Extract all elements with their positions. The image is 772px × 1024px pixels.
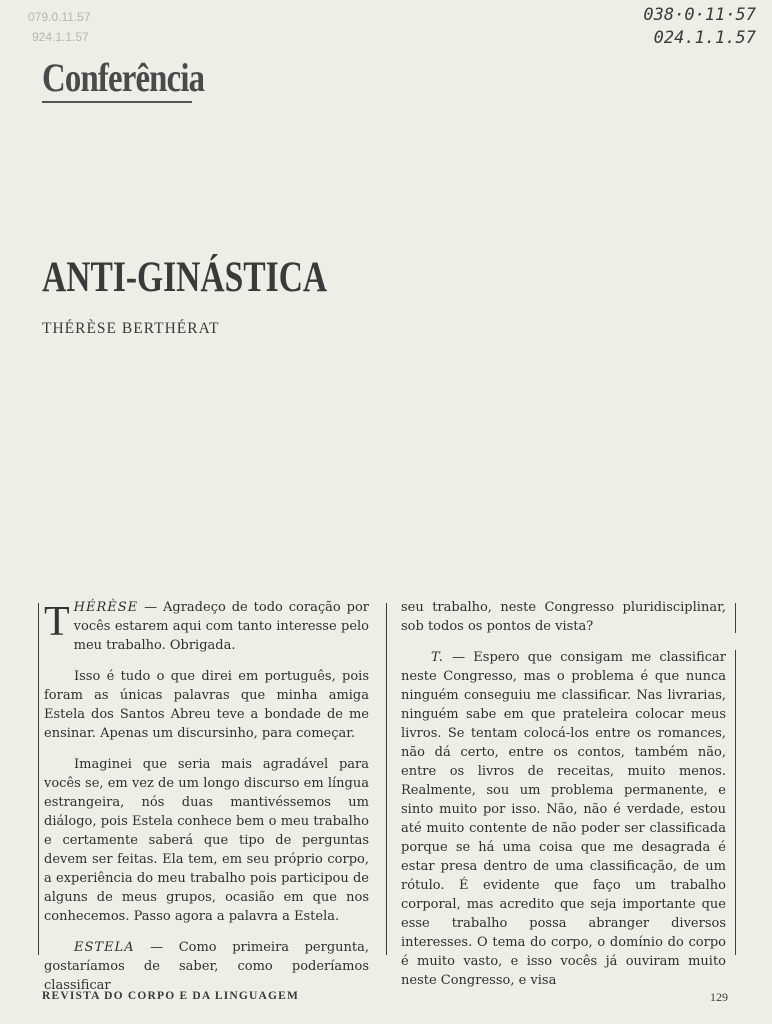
speaker-t: T.: [431, 650, 444, 665]
page-number: 129: [710, 990, 728, 1004]
bleedthrough-text-1: 079.0.11.57: [28, 10, 91, 24]
article-title: ANTI-GINÁSTICA: [42, 254, 328, 301]
paragraph-text: — Como primeira pergunta, gostaríamos de saber, como poderíamos classificar: [44, 940, 369, 993]
stamp-line-1: 038·0·11·57: [643, 5, 756, 25]
right-margin-rule-top: [735, 603, 736, 633]
paragraph-dialogo: Imaginei que seria mais agradável para vocês se, em vez de um longo discurso em língua estrangeira, nós duas mantivéssemos um diálogo, pois Estela conhece bem o meu trabalho e certamente saberá que tipo de perguntas devem ser feitas. Ela tem, em seu próprio corpo, a experiência do meu trabalho pois participou de alguns de meus grupos, ocasião em que nos conhecemos. Passo agora a palavra a Estela.: [44, 757, 369, 924]
section-title-underline: [42, 101, 192, 103]
journal-name: REVISTA DO CORPO E DA LINGUAGEM: [42, 990, 300, 1002]
paragraph-therese-answer: [401, 648, 726, 990]
handwritten-stamp: [643, 4, 756, 50]
paragraph-question-continued: seu trabalho, neste Congresso pluridisciplinar, sob todos os pontos de vista?: [401, 600, 726, 634]
section-title: Conferência: [42, 55, 205, 100]
speaker-therese: HÉRÈSE: [73, 600, 139, 615]
article-author: THÉRÈSE BERTHÉRAT: [42, 320, 220, 337]
paragraph-text: — Espero que consigam me classificar neste Congresso, mas o problema é que nunca ninguém conseguiu me classificar. Nas livrarias, ninguém sabe em que prateleira colocar meus livros. Se tentam colocá-los entre os romances, não dá certo, entre os contos, também não, entre os livros de receitas, muito menos. Realmente, sou um problema permanente, e sinto muito por isso. Não, não é verdade, estou até muito contente de não poder ser classificada porque se há uma coisa que me desagrada é estar presa dentro de uma classificação, de um rótulo. É evidente que faço um trabalho corporal, mas acredito que seja importante que esse trabalho possa abranger diversos interesses. O tema do corpo, o domínio do corpo é muito vasto, e isso vocês já ouviram muito neste Congresso, e visa: [401, 650, 726, 988]
drop-cap: T: [44, 599, 70, 645]
left-margin-rule: [38, 603, 39, 955]
paragraph-portugues: Isso é tudo o que direi em português, pois foram as únicas palavras que minha amiga Estela dos Santos Abreu teve a bondade de me ensinar. Apenas um discursinho, para começar.: [44, 669, 369, 741]
left-column: [44, 598, 369, 995]
right-margin-rule-bottom: [735, 650, 736, 955]
stamp-line-2: 024.1.1.57: [653, 28, 756, 48]
right-column: [401, 598, 726, 990]
bleedthrough-text-2: 924.1.1.57: [32, 30, 89, 44]
paragraph-text: — Agradeço de todo coração por vocês estarem aqui com tanto interesse pelo meu trabalho. Obrigada.: [73, 600, 369, 653]
center-column-rule: [386, 603, 387, 955]
paragraph-estela-question: [44, 938, 369, 995]
speaker-estela: ESTELA: [74, 940, 135, 955]
paragraph-therese-intro: [44, 598, 369, 655]
